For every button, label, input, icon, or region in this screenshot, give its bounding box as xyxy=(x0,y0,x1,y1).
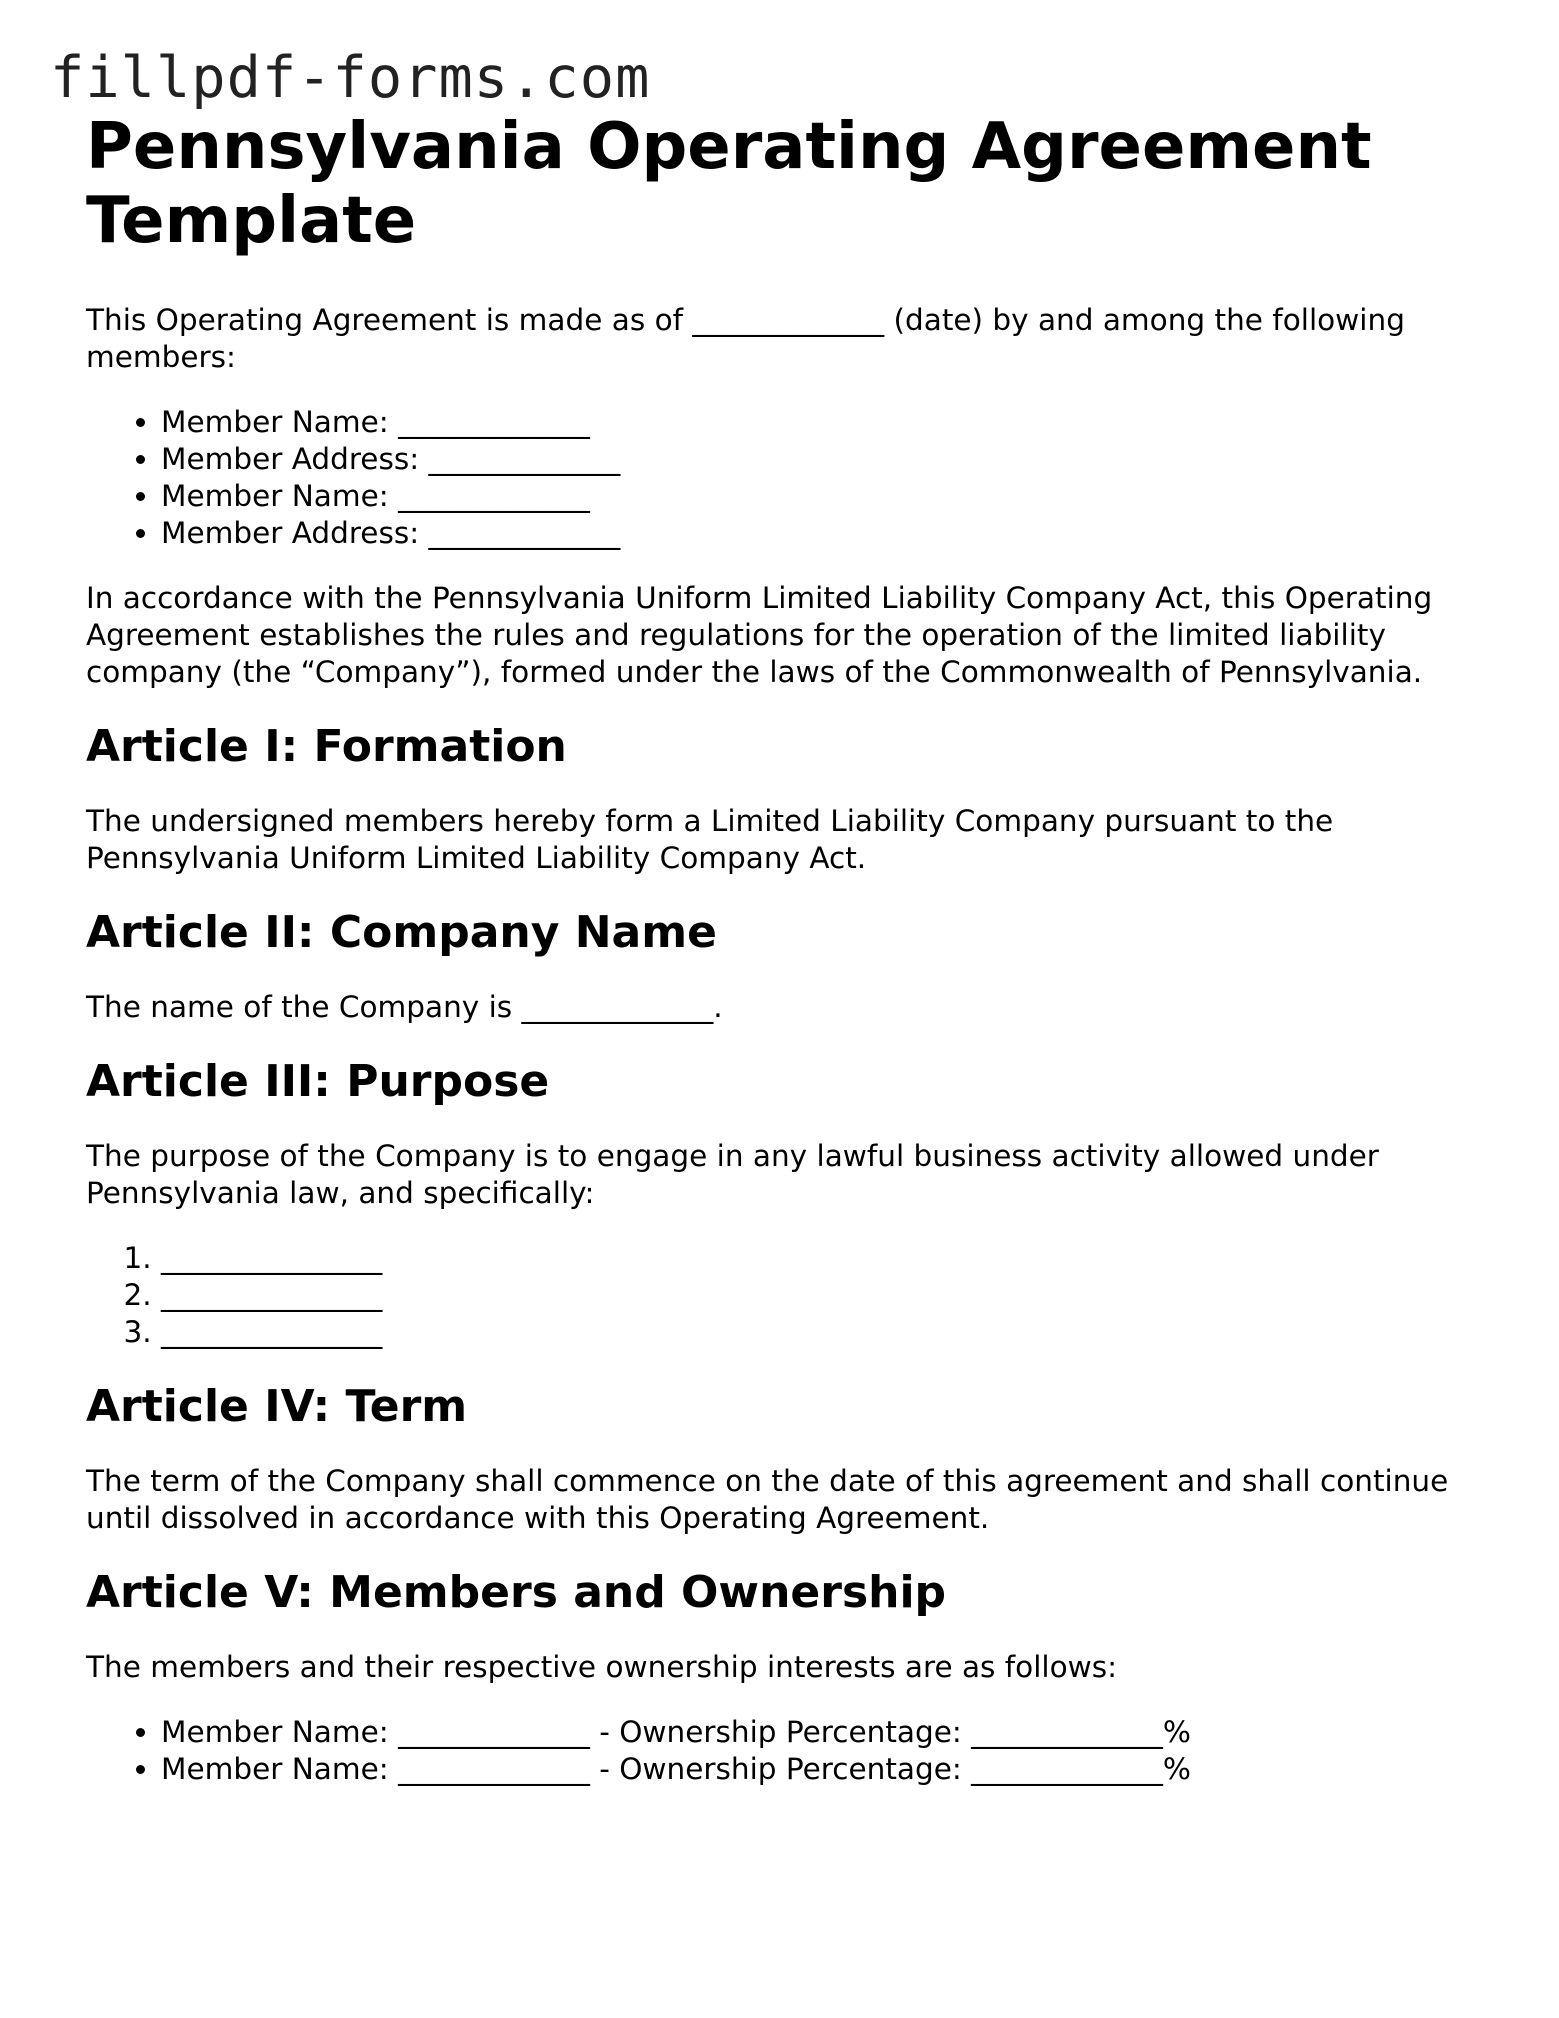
purpose-field[interactable]: 1. _______________ xyxy=(161,1240,1486,1277)
members-list xyxy=(86,404,1486,552)
article-4-heading: Article IV: Term xyxy=(86,1381,468,1432)
article-1-text: The undersigned members hereby form a Limited Liability Company pursuant to the Pennsylvania Uniform Limited Liability Company Act. xyxy=(86,804,1334,875)
preamble-paragraph: In accordance with the Pennsylvania Uniform Limited Liability Company Act, this Operating Agreement establishes the rules and regulations for the operation of the limited liability company (the “Company”), formed under the laws of the Commonwealth of Pennsylvania. xyxy=(86,581,1433,689)
watermark: fillpdf-forms.com xyxy=(50,45,651,111)
article-4-text: The term of the Company shall commence on the date of this agreement and shall continue until dissolved in accordance with this Operating Agreement. xyxy=(86,1464,1449,1535)
article-5-text: The members and their respective ownership interests are as follows: xyxy=(86,1650,1118,1684)
article-1-heading: Article I: Formation xyxy=(86,721,567,772)
member-name-field[interactable]: • Member Name: _____________ xyxy=(161,404,1486,441)
intro-paragraph: This Operating Agreement is made as of _____________ (date) by and among the following members: xyxy=(86,303,1405,374)
document-title: Pennsylvania Operating Agreement Template xyxy=(86,110,1372,258)
article-2-heading: Article II: Company Name xyxy=(86,907,717,958)
article-3-text: The purpose of the Company is to engage in any lawful business activity allowed under Pennsylvania law, and specifically: xyxy=(86,1139,1379,1210)
purpose-field[interactable]: 2. _______________ xyxy=(161,1277,1486,1314)
member-address-field[interactable]: • Member Address: _____________ xyxy=(161,441,1486,478)
purpose-field[interactable]: 3. _______________ xyxy=(161,1314,1486,1351)
purpose-list xyxy=(86,1240,1486,1351)
member-address-field[interactable]: • Member Address: _____________ xyxy=(161,515,1486,552)
document-page xyxy=(86,110,1486,1816)
article-5-heading: Article V: Members and Ownership xyxy=(86,1567,947,1618)
article-3-heading: Article III: Purpose xyxy=(86,1056,550,1107)
ownership-field[interactable]: • Member Name: _____________ - Ownership Percentage: _____________% xyxy=(161,1751,1486,1788)
ownership-field[interactable]: • Member Name: _____________ - Ownership Percentage: _____________% xyxy=(161,1714,1486,1751)
member-name-field[interactable]: • Member Name: _____________ xyxy=(161,478,1486,515)
article-2-text[interactable]: The name of the Company is _____________. xyxy=(86,990,723,1024)
ownership-list xyxy=(86,1714,1486,1788)
